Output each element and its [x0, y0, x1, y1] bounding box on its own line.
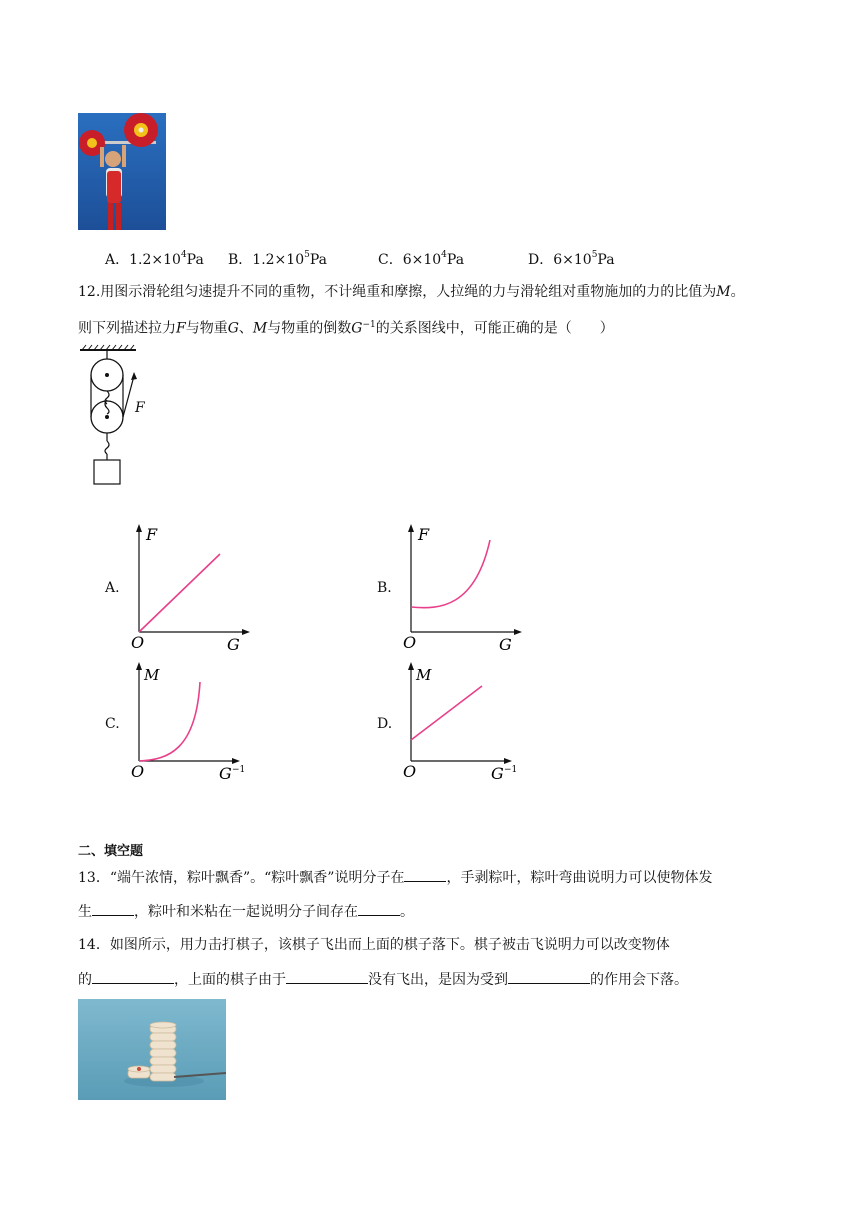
graph-c-ylabel: M — [144, 666, 160, 684]
graph-c — [128, 660, 258, 784]
q14-line-2: 的 ，上面的棋子由于 没有飞出，是因为受到 的作用会下落。 — [78, 968, 688, 990]
q11-option-b[interactable]: B．$1.2\times 10^5Pa$ — [228, 250, 327, 268]
q12-line-2: 则下列描述拉力F与物重G、M与物重的倒数$G^{-1}$的关系图线中，可能正确的是（ ） — [78, 320, 614, 337]
q12-line-1: 12.用图示滑轮组匀速提升不同的重物，不计绳重和摩擦，人拉绳的力与滑轮组对重物施加的力的比值为M。 — [78, 284, 745, 300]
q14-blank-2[interactable] — [286, 968, 368, 984]
q14-blank-3[interactable] — [508, 968, 590, 984]
q13-blank-1[interactable] — [404, 866, 446, 882]
pulley-force-label: F — [135, 400, 145, 416]
q13-line-1: 13．“端午浓情，粽叶飘香”。“粽叶飘香”说明分子在 ，手剥粽叶，粽叶弯曲说明力可以使物体发 — [78, 866, 712, 888]
graph-a-curve — [139, 554, 220, 632]
graph-b-origin: O — [403, 633, 417, 652]
graph-b-xlabel: G — [499, 635, 512, 654]
q11-option-a[interactable]: A．$1.2\times 10^4Pa$ — [105, 250, 204, 268]
graph-a-ylabel: F — [146, 525, 158, 544]
weightlifter-photo — [78, 113, 166, 230]
graph-d-curve — [411, 686, 482, 740]
graph-b-ylabel: F — [418, 525, 430, 544]
graph-a-letter[interactable]: A. — [105, 580, 120, 596]
graph-d-ylabel: M — [416, 666, 432, 684]
graph-b-curve — [411, 540, 490, 608]
graph-a-xlabel: G — [227, 635, 240, 654]
q13-line-2: 生 ，粽叶和米粘在一起说明分子间存在 。 — [78, 900, 414, 922]
section-title-fill-blank: 二、填空题 — [78, 844, 144, 859]
q11-option-d[interactable]: D．$6\times 10^5Pa$ — [528, 250, 615, 268]
graph-c-origin: O — [131, 762, 145, 781]
q14-line-1: 14．如图所示，用力击打棋子，该棋子飞出而上面的棋子落下。棋子被击飞说明力可以改变物体 — [78, 937, 670, 953]
graph-b-letter[interactable]: B. — [377, 580, 392, 596]
q13-blank-2[interactable] — [92, 900, 134, 916]
graph-d-xlabel: G — [491, 764, 504, 783]
graph-b — [400, 522, 530, 654]
q14-blank-1[interactable] — [92, 968, 174, 984]
graph-d — [400, 660, 530, 784]
graph-a — [128, 522, 258, 654]
graph-d-letter[interactable]: D. — [377, 716, 393, 732]
graph-d-origin: O — [403, 762, 417, 781]
q13-blank-3[interactable] — [358, 900, 400, 916]
q11-option-c[interactable]: C．$6\times 10^4Pa$ — [378, 250, 465, 268]
graph-a-origin: O — [131, 633, 145, 652]
graph-c-xsup: −1 — [232, 765, 246, 775]
graph-c-curve — [139, 682, 200, 761]
checkers-photo — [78, 999, 226, 1100]
graph-d-xsup: −1 — [504, 765, 518, 775]
graph-c-letter[interactable]: C. — [105, 716, 120, 732]
pulley-diagram — [76, 344, 156, 516]
graph-c-xlabel: G — [219, 764, 232, 783]
